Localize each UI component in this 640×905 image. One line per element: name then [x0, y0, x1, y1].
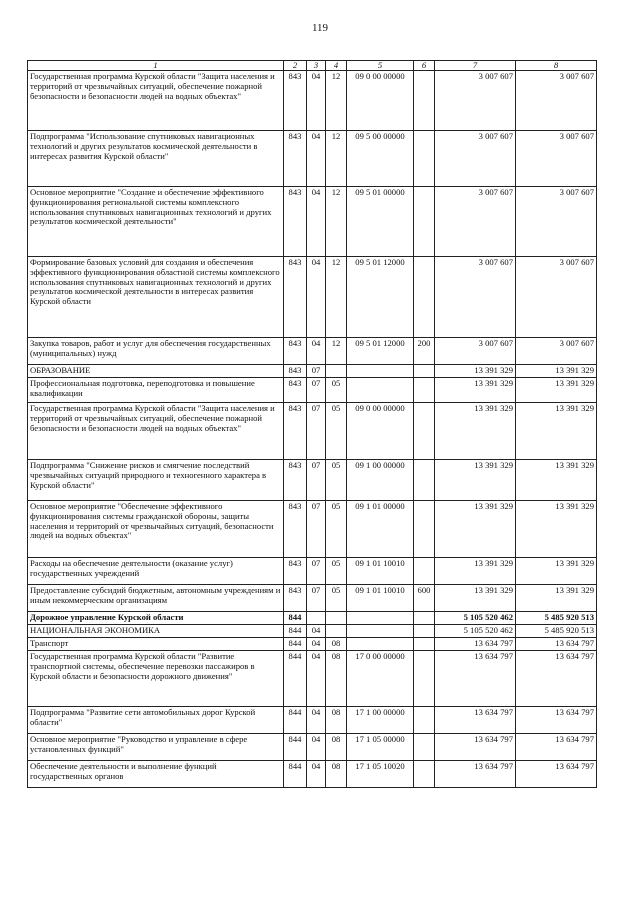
amount-year-2: 13 391 329 [516, 585, 597, 612]
subsection-code [326, 365, 347, 378]
row-name: Транспорт [28, 638, 284, 651]
row-name: Подпрограмма "Использование спутниковых навигационных технологий и других результатов космической деятельности в интересах развития Курской области" [28, 131, 284, 187]
ministry-code: 844 [284, 638, 307, 651]
amount-year-1: 13 391 329 [435, 558, 516, 585]
amount-year-2: 13 634 797 [516, 761, 597, 788]
section-code: 07 [307, 585, 326, 612]
amount-year-1: 3 007 607 [435, 338, 516, 365]
expense-type-code [414, 625, 435, 638]
ministry-code: 844 [284, 612, 307, 625]
expense-type-code [414, 365, 435, 378]
row-name: Обеспечение деятельности и выполнение функций государственных органов [28, 761, 284, 788]
expense-type-code [414, 638, 435, 651]
amount-year-2: 13 634 797 [516, 651, 597, 707]
subsection-code [326, 612, 347, 625]
table-row [28, 625, 597, 638]
ministry-code: 844 [284, 734, 307, 761]
table-row [28, 651, 597, 707]
subsection-code: 05 [326, 460, 347, 501]
section-code: 04 [307, 707, 326, 734]
amount-year-1: 13 391 329 [435, 365, 516, 378]
target-article-code: 09 5 00 00000 [347, 131, 414, 187]
ministry-code: 843 [284, 501, 307, 558]
amount-year-1: 5 105 520 462 [435, 625, 516, 638]
amount-year-2: 13 634 797 [516, 707, 597, 734]
amount-year-1: 13 634 797 [435, 707, 516, 734]
expense-type-code [414, 612, 435, 625]
amount-year-1: 13 634 797 [435, 651, 516, 707]
table-row [28, 585, 597, 612]
amount-year-1: 5 105 520 462 [435, 612, 516, 625]
header-cell: 5 [347, 61, 414, 71]
target-article-code [347, 365, 414, 378]
section-code: 04 [307, 338, 326, 365]
subsection-code: 05 [326, 558, 347, 585]
ministry-code: 843 [284, 338, 307, 365]
table-row [28, 638, 597, 651]
row-name: Предоставление субсидий бюджетным, автономным учреждениям и иным некоммерческим организациям [28, 585, 284, 612]
header-cell: 2 [284, 61, 307, 71]
section-code: 04 [307, 651, 326, 707]
target-article-code: 09 0 00 00000 [347, 71, 414, 131]
row-name: Основное мероприятие "Руководство и управление в сфере установленных функций" [28, 734, 284, 761]
row-name: Расходы на обеспечение деятельности (оказание услуг) государственных учреждений [28, 558, 284, 585]
target-article-code [347, 378, 414, 403]
expense-type-code [414, 71, 435, 131]
table-row [28, 612, 597, 625]
amount-year-2: 13 391 329 [516, 365, 597, 378]
subsection-code: 05 [326, 585, 347, 612]
expense-type-code [414, 460, 435, 501]
section-code: 07 [307, 378, 326, 403]
amount-year-1: 3 007 607 [435, 71, 516, 131]
section-code: 07 [307, 460, 326, 501]
table-row [28, 187, 597, 257]
subsection-code: 08 [326, 734, 347, 761]
ministry-code: 843 [284, 378, 307, 403]
ministry-code: 843 [284, 131, 307, 187]
row-name: Государственная программа Курской области "Защита населения и территорий от чрезвычайных ситуаций, обеспечение пожарной безопасности и безопасности людей на водных объектах" [28, 403, 284, 460]
section-code: 04 [307, 71, 326, 131]
table-row [28, 131, 597, 187]
amount-year-1: 13 634 797 [435, 638, 516, 651]
row-name: Государственная программа Курской области "Развитие транспортной системы, обеспечение перевозки пассажиров в Курской области и безопасности дорожного движения" [28, 651, 284, 707]
amount-year-1: 13 634 797 [435, 734, 516, 761]
section-code: 04 [307, 625, 326, 638]
subsection-code: 08 [326, 651, 347, 707]
row-name: Государственная программа Курской области "Защита населения и территорий от чрезвычайных ситуаций, обеспечение пожарной безопасности и безопасности людей на водных объектах" [28, 71, 284, 131]
row-name: Закупка товаров, работ и услуг для обеспечения государственных (муниципальных) нужд [28, 338, 284, 365]
amount-year-1: 3 007 607 [435, 187, 516, 257]
row-name: Дорожное управление Курской области [28, 612, 284, 625]
table-row [28, 338, 597, 365]
table-row [28, 365, 597, 378]
row-name: НАЦИОНАЛЬНАЯ ЭКОНОМИКА [28, 625, 284, 638]
ministry-code: 843 [284, 460, 307, 501]
amount-year-2: 13 634 797 [516, 734, 597, 761]
expense-type-code: 600 [414, 585, 435, 612]
amount-year-1: 13 391 329 [435, 585, 516, 612]
expense-type-code [414, 403, 435, 460]
section-code: 07 [307, 501, 326, 558]
expense-type-code [414, 707, 435, 734]
subsection-code: 08 [326, 761, 347, 788]
subsection-code: 08 [326, 707, 347, 734]
section-code: 07 [307, 365, 326, 378]
table-row [28, 257, 597, 338]
row-name: Профессиональная подготовка, переподготовка и повышение квалификации [28, 378, 284, 403]
table-row [28, 707, 597, 734]
subsection-code: 05 [326, 403, 347, 460]
target-article-code: 09 5 01 12000 [347, 338, 414, 365]
row-name: Подпрограмма "Снижение рисков и смягчение последствий чрезвычайных ситуаций природного и техногенного характера в Курской области" [28, 460, 284, 501]
target-article-code: 09 0 00 00000 [347, 403, 414, 460]
amount-year-2: 5 485 920 513 [516, 625, 597, 638]
row-name: Подпрограмма "Развитие сети автомобильных дорог Курской области" [28, 707, 284, 734]
table-row [28, 378, 597, 403]
table-row [28, 558, 597, 585]
amount-year-1: 13 634 797 [435, 761, 516, 788]
ministry-code: 844 [284, 761, 307, 788]
section-code: 04 [307, 187, 326, 257]
table-row [28, 460, 597, 501]
header-cell: 4 [326, 61, 347, 71]
table-body [28, 71, 597, 788]
target-article-code: 09 1 01 00000 [347, 501, 414, 558]
target-article-code: 09 5 01 12000 [347, 257, 414, 338]
ministry-code: 843 [284, 403, 307, 460]
amount-year-1: 3 007 607 [435, 257, 516, 338]
amount-year-2: 13 391 329 [516, 378, 597, 403]
amount-year-2: 13 391 329 [516, 403, 597, 460]
header-cell: 7 [435, 61, 516, 71]
expense-type-code [414, 378, 435, 403]
expense-type-code [414, 187, 435, 257]
row-name: Основное мероприятие "Создание и обеспечение эффективного функционирования региональной системы комплексного использования спутниковых навигационных технологий и других результатов космической деятельности" [28, 187, 284, 257]
header-row [28, 61, 597, 71]
ministry-code: 843 [284, 257, 307, 338]
amount-year-2: 5 485 920 513 [516, 612, 597, 625]
section-code: 07 [307, 558, 326, 585]
amount-year-2: 3 007 607 [516, 131, 597, 187]
header-cell: 1 [28, 61, 284, 71]
amount-year-2: 3 007 607 [516, 71, 597, 131]
section-code [307, 612, 326, 625]
subsection-code: 05 [326, 501, 347, 558]
ministry-code: 843 [284, 585, 307, 612]
target-article-code [347, 612, 414, 625]
amount-year-2: 3 007 607 [516, 257, 597, 338]
table-row [28, 71, 597, 131]
row-name: ОБРАЗОВАНИЕ [28, 365, 284, 378]
section-code: 04 [307, 131, 326, 187]
subsection-code: 05 [326, 378, 347, 403]
ministry-code: 844 [284, 651, 307, 707]
ministry-code: 843 [284, 558, 307, 585]
header-cell: 8 [516, 61, 597, 71]
target-article-code: 17 1 05 10020 [347, 761, 414, 788]
subsection-code: 12 [326, 131, 347, 187]
expense-type-code [414, 131, 435, 187]
section-code: 07 [307, 403, 326, 460]
subsection-code [326, 625, 347, 638]
target-article-code [347, 638, 414, 651]
expense-type-code [414, 558, 435, 585]
table-row [28, 734, 597, 761]
subsection-code: 12 [326, 71, 347, 131]
amount-year-2: 3 007 607 [516, 338, 597, 365]
table-row [28, 403, 597, 460]
expense-type-code [414, 734, 435, 761]
page-number: 119 [311, 22, 329, 34]
subsection-code: 08 [326, 638, 347, 651]
row-name: Основное мероприятие "Обеспечение эффективного функционирования системы гражданской обороны, защиты населения и территорий от чрезвычайных ситуаций, безопасности людей на водных объектах" [28, 501, 284, 558]
expense-type-code [414, 501, 435, 558]
budget-table [27, 60, 597, 788]
target-article-code: 09 1 01 10010 [347, 558, 414, 585]
ministry-code: 843 [284, 187, 307, 257]
amount-year-2: 13 634 797 [516, 638, 597, 651]
amount-year-2: 3 007 607 [516, 187, 597, 257]
section-code: 04 [307, 761, 326, 788]
section-code: 04 [307, 638, 326, 651]
amount-year-2: 13 391 329 [516, 501, 597, 558]
amount-year-1: 3 007 607 [435, 131, 516, 187]
row-name: Формирование базовых условий для создания и обеспечения эффективного функционирования областной системы комплексного использования спутниковых навигационных технологий и других результатов космической деятельности в интересах развития Курской области [28, 257, 284, 338]
ministry-code: 844 [284, 625, 307, 638]
target-article-code: 09 5 01 00000 [347, 187, 414, 257]
target-article-code: 17 0 00 00000 [347, 651, 414, 707]
amount-year-1: 13 391 329 [435, 403, 516, 460]
target-article-code: 17 1 00 00000 [347, 707, 414, 734]
subsection-code: 12 [326, 257, 347, 338]
amount-year-2: 13 391 329 [516, 460, 597, 501]
ministry-code: 844 [284, 707, 307, 734]
subsection-code: 12 [326, 338, 347, 365]
header-cell: 6 [414, 61, 435, 71]
amount-year-2: 13 391 329 [516, 558, 597, 585]
table-row [28, 501, 597, 558]
section-code: 04 [307, 734, 326, 761]
target-article-code: 09 1 01 10010 [347, 585, 414, 612]
expense-type-code [414, 761, 435, 788]
expense-type-code: 200 [414, 338, 435, 365]
target-article-code: 17 1 05 00000 [347, 734, 414, 761]
expense-type-code [414, 651, 435, 707]
ministry-code: 843 [284, 365, 307, 378]
expense-type-code [414, 257, 435, 338]
header-cell: 3 [307, 61, 326, 71]
section-code: 04 [307, 257, 326, 338]
target-article-code: 09 1 00 00000 [347, 460, 414, 501]
amount-year-1: 13 391 329 [435, 378, 516, 403]
amount-year-1: 13 391 329 [435, 501, 516, 558]
subsection-code: 12 [326, 187, 347, 257]
table-row [28, 761, 597, 788]
ministry-code: 843 [284, 71, 307, 131]
amount-year-1: 13 391 329 [435, 460, 516, 501]
target-article-code [347, 625, 414, 638]
